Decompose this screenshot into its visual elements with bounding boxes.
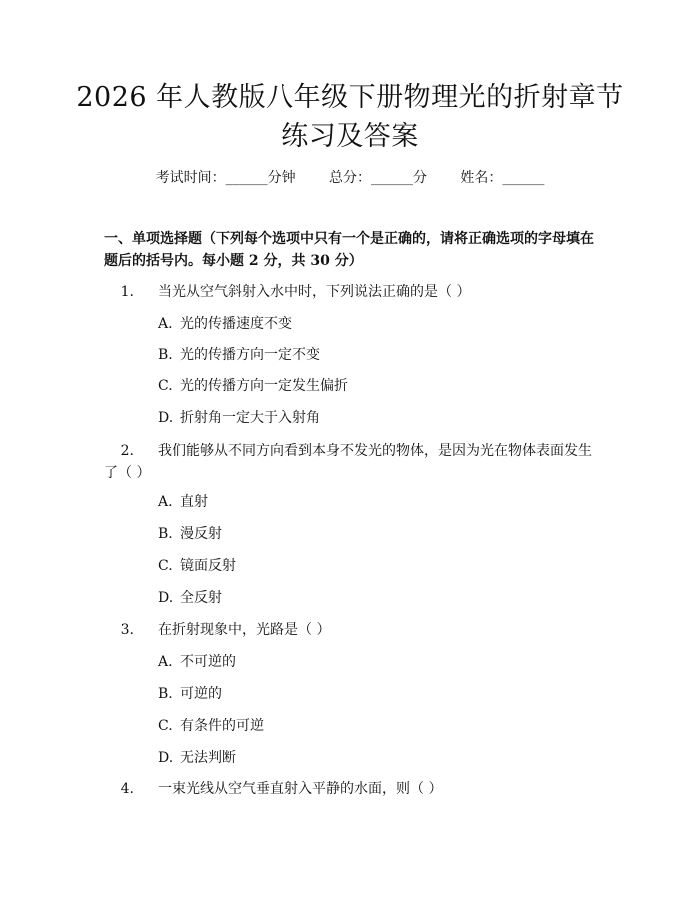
page-title-line-1: 2026 年人教版八年级下册物理光的折射章节	[76, 82, 624, 113]
option-letter: D.	[158, 410, 174, 426]
question-number: 3.	[120, 622, 134, 638]
option-letter: C.	[158, 378, 173, 394]
option-text: 光的传播方向一定不变	[180, 347, 320, 363]
option-letter: A.	[158, 494, 173, 510]
question-2-option-a	[158, 491, 208, 513]
question-4	[104, 778, 604, 800]
option-letter: D.	[158, 750, 174, 766]
option-text: 光的传播速度不变	[180, 316, 292, 332]
option-text: 漫反射	[180, 526, 222, 542]
question-1-option-c	[158, 375, 348, 397]
question-text: 我们能够从不同方向看到本身不发光的物体，是因为光在物体表面发生了（ ）	[104, 443, 592, 481]
question-1-option-b	[158, 344, 320, 366]
option-text: 不可逆的	[180, 654, 236, 670]
option-text: 光的传播方向一定发生偏折	[180, 378, 348, 394]
option-letter: B.	[158, 526, 173, 542]
question-3-option-a	[158, 651, 236, 673]
question-number: 2.	[120, 443, 134, 459]
exam-meta	[0, 168, 700, 188]
question-3-option-d	[158, 747, 236, 769]
question-text: 在折射现象中，光路是（ ）	[158, 622, 331, 638]
option-letter: D.	[158, 590, 174, 606]
option-letter: B.	[158, 347, 173, 363]
question-1	[104, 281, 604, 303]
option-text: 镜面反射	[180, 558, 236, 574]
page-title-line-2: 练习及答案	[281, 121, 419, 152]
question-1-option-a	[158, 313, 292, 335]
question-number: 1.	[120, 284, 134, 300]
question-3-option-c	[158, 715, 264, 737]
question-text: 一束光线从空气垂直射入平静的水面，则（ ）	[158, 781, 443, 797]
question-2	[104, 440, 604, 484]
student-name-label: 姓名：______	[460, 170, 545, 186]
option-letter: C.	[158, 558, 173, 574]
question-3-option-b	[158, 683, 222, 705]
question-2-option-d	[158, 587, 222, 609]
question-number: 4.	[120, 781, 134, 797]
option-letter: C.	[158, 718, 173, 734]
option-text: 无法判断	[180, 750, 236, 766]
option-text: 直射	[180, 494, 208, 510]
question-2-option-c	[158, 555, 236, 577]
question-3	[104, 619, 604, 641]
total-score-label: 总分：______分	[329, 170, 427, 186]
question-1-option-d	[158, 407, 320, 429]
option-letter: A.	[158, 654, 173, 670]
option-text: 可逆的	[180, 686, 222, 702]
exam-time-label: 考试时间：______分钟	[155, 170, 296, 186]
option-letter: A.	[158, 316, 173, 332]
option-text: 全反射	[180, 590, 222, 606]
section-heading: 一、单项选择题（下列每个选项中只有一个是正确的，请将正确选项的字母填在题后的括号内。每小题 2 分，共 30 分）	[104, 231, 594, 269]
option-text: 折射角一定大于入射角	[180, 410, 320, 426]
question-text: 当光从空气斜射入水中时，下列说法正确的是（ ）	[158, 284, 471, 300]
question-2-option-b	[158, 523, 222, 545]
option-letter: B.	[158, 686, 173, 702]
option-text: 有条件的可逆	[180, 718, 264, 734]
